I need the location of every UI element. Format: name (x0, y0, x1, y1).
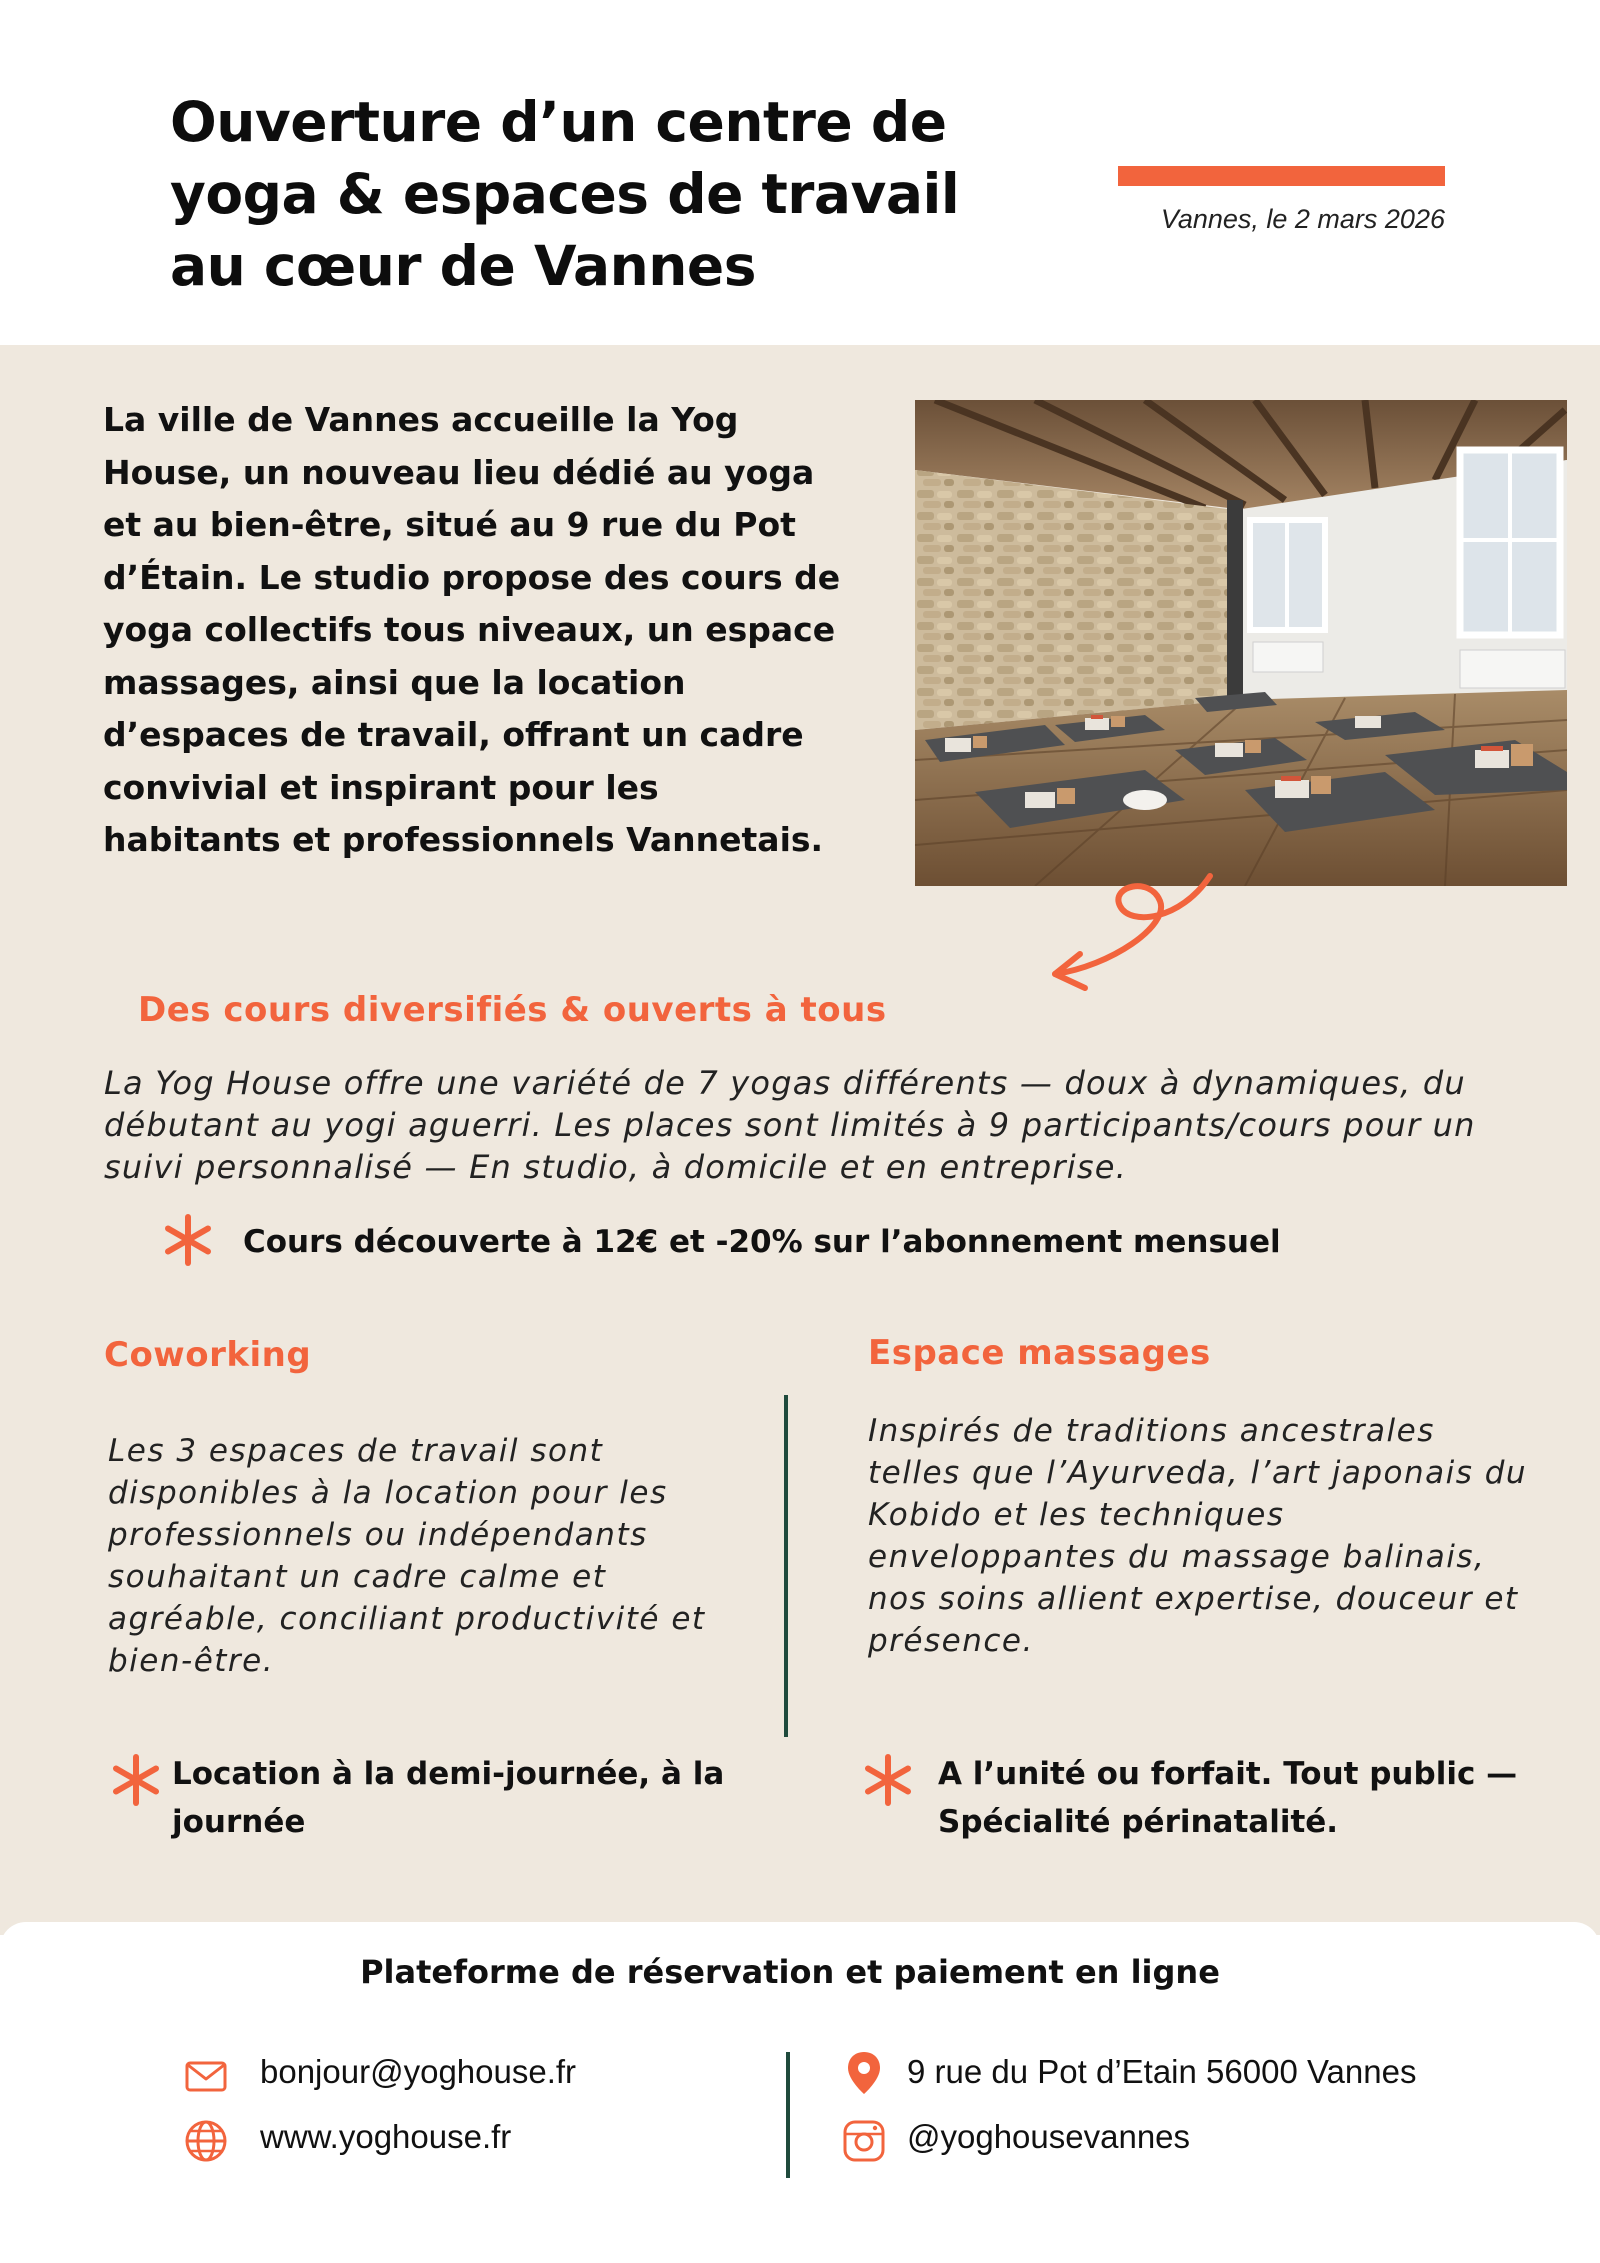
location-pin-icon (840, 2049, 888, 2097)
studio-photo-illustration (915, 400, 1567, 886)
coworking-paragraph: Les 3 espaces de travail sont disponibles à la location pour les professionnels ou indépendants souhaitant un cadre calme et agréable, conciliant productivité et bien-être. (108, 1433, 706, 1679)
accent-bar (1118, 166, 1445, 186)
footer-title: Plateforme de réservation et paiement en ligne (360, 1953, 1220, 1991)
intro-paragraph: La ville de Vannes accueille la Yog House, un nouveau lieu dédié au yoga et au bien-être, situé au 9 rue du Pot d’Étain. Le studio propose des cours de yoga collectifs tous niveaux, un espace massages, ainsi que la location d’espaces de travail, offrant un cadre convivial et inspirant pour les habitants et professionnels Vannetais. (103, 400, 841, 859)
website-link[interactable]: www.yoghouse.fr (260, 2118, 512, 2155)
coworking-title: Coworking (104, 1335, 312, 1375)
massages-offer: A l’unité ou forfait. Tout public — Spécialité périnatalité. (938, 1756, 1518, 1840)
mail-icon (182, 2052, 230, 2100)
footer-divider (786, 2052, 790, 2178)
title-line-1: Ouverture d’un centre de (170, 90, 947, 154)
instagram-link[interactable]: @yoghousevannes (907, 2118, 1191, 2155)
massages-title: Espace massages (868, 1333, 1211, 1373)
asterisk-star-icon (108, 1752, 164, 1808)
coworking-offer: Location à la demi-journée, à la journée (172, 1756, 725, 1840)
dateline: Vannes, le 2 mars 2026 (1160, 204, 1445, 234)
cours-paragraph: La Yog House offre une variété de 7 yogas différents — doux à dynamiques, du débutant au yogi aguerri. Les places sont limités à 9 participants/cours pour un suivi personnalisé — En studio, à domicile et en entreprise. (104, 1064, 1476, 1186)
studio-photo (915, 400, 1567, 886)
asterisk-star-icon (860, 1752, 916, 1808)
curly-arrow-icon (1010, 866, 1240, 1006)
instagram-icon (840, 2117, 888, 2165)
title-line-3: au cœur de Vannes (170, 234, 756, 298)
globe-icon (182, 2117, 230, 2165)
massages-paragraph: Inspirés de traditions ancestrales telles que l’Ayurveda, l’art japonais du Kobido et les techniques enveloppantes du massage balinais, nos soins allient expertise, douceur et présence. (868, 1413, 1528, 1659)
column-divider (784, 1395, 788, 1737)
title-line-2: yoga & espaces de travail (170, 162, 960, 226)
cours-offer: Cours découverte à 12€ et -20% sur l’abonnement mensuel (243, 1224, 1281, 1260)
page-title (170, 86, 1070, 302)
address-text: 9 rue du Pot d’Etain 56000 Vannes (907, 2053, 1417, 2090)
email-link[interactable]: bonjour@yoghouse.fr (260, 2053, 577, 2090)
cours-section-title: Des cours diversifiés & ouverts à tous (138, 990, 887, 1030)
asterisk-star-icon (160, 1212, 216, 1268)
